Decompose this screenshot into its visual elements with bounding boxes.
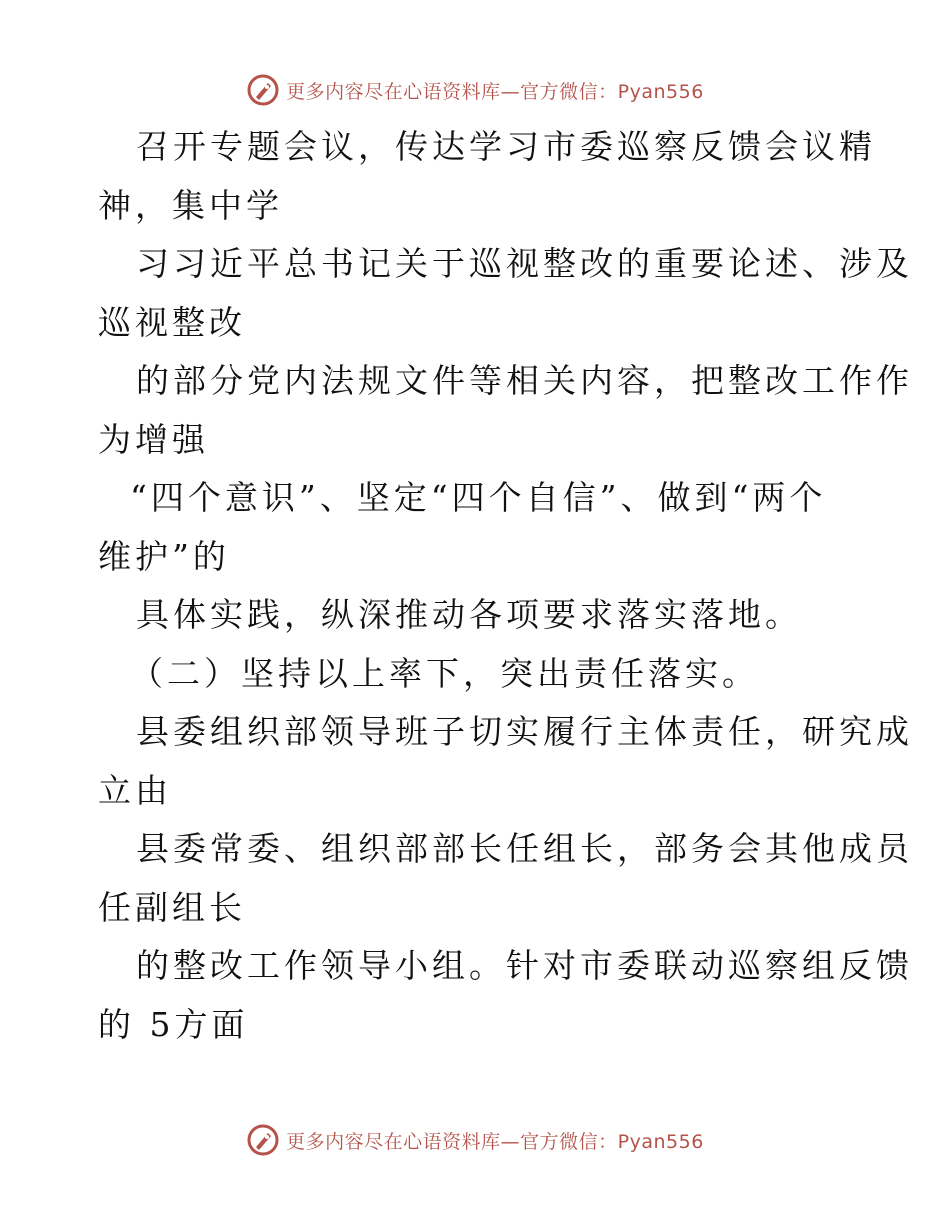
header-watermark xyxy=(0,70,950,110)
body-line: 习习近平总书记关于巡视整改的重要论述、涉及 xyxy=(136,244,913,283)
pen-nib-circle-icon xyxy=(246,73,280,107)
body-line: “四个意识”、坚定“四个自信”、做到“两个 xyxy=(130,478,827,517)
body-line: 县委组织部领导班子切实履行主体责任，研究成 xyxy=(136,712,913,751)
body-line: 具体实践，纵深推动各项要求落实落地。 xyxy=(136,595,802,634)
section-heading: （二）坚持以上率下，突出责任落实。 xyxy=(130,653,759,693)
footer-watermark-text: 更多内容尽在心语资料库—官方微信：Pyan556 xyxy=(286,1130,704,1153)
body-line: 巡视整改 xyxy=(98,302,246,342)
body-line: 的部分党内法规文件等相关内容，把整改工作作 xyxy=(136,361,913,400)
body-line: 召开专题会议，传达学习市委巡察反馈会议精 xyxy=(136,127,876,166)
pen-nib-circle-icon xyxy=(246,1123,280,1157)
body-line: 立由 xyxy=(98,770,172,810)
footer-watermark xyxy=(0,1120,950,1160)
body-line: 县委常委、组织部部长任组长，部务会其他成员 xyxy=(136,829,913,868)
body-line: 任副组长 xyxy=(98,887,246,927)
document-body xyxy=(98,118,913,1054)
body-line: 维护”的 xyxy=(98,536,230,576)
body-line: 的整改工作领导小组。针对市委联动巡察组反馈 xyxy=(136,946,913,985)
body-line: 神，集中学 xyxy=(98,185,283,225)
body-line: 的 5方面 xyxy=(98,1004,249,1044)
body-line: 为增强 xyxy=(98,419,209,459)
header-watermark-text: 更多内容尽在心语资料库—官方微信：Pyan556 xyxy=(286,80,704,103)
